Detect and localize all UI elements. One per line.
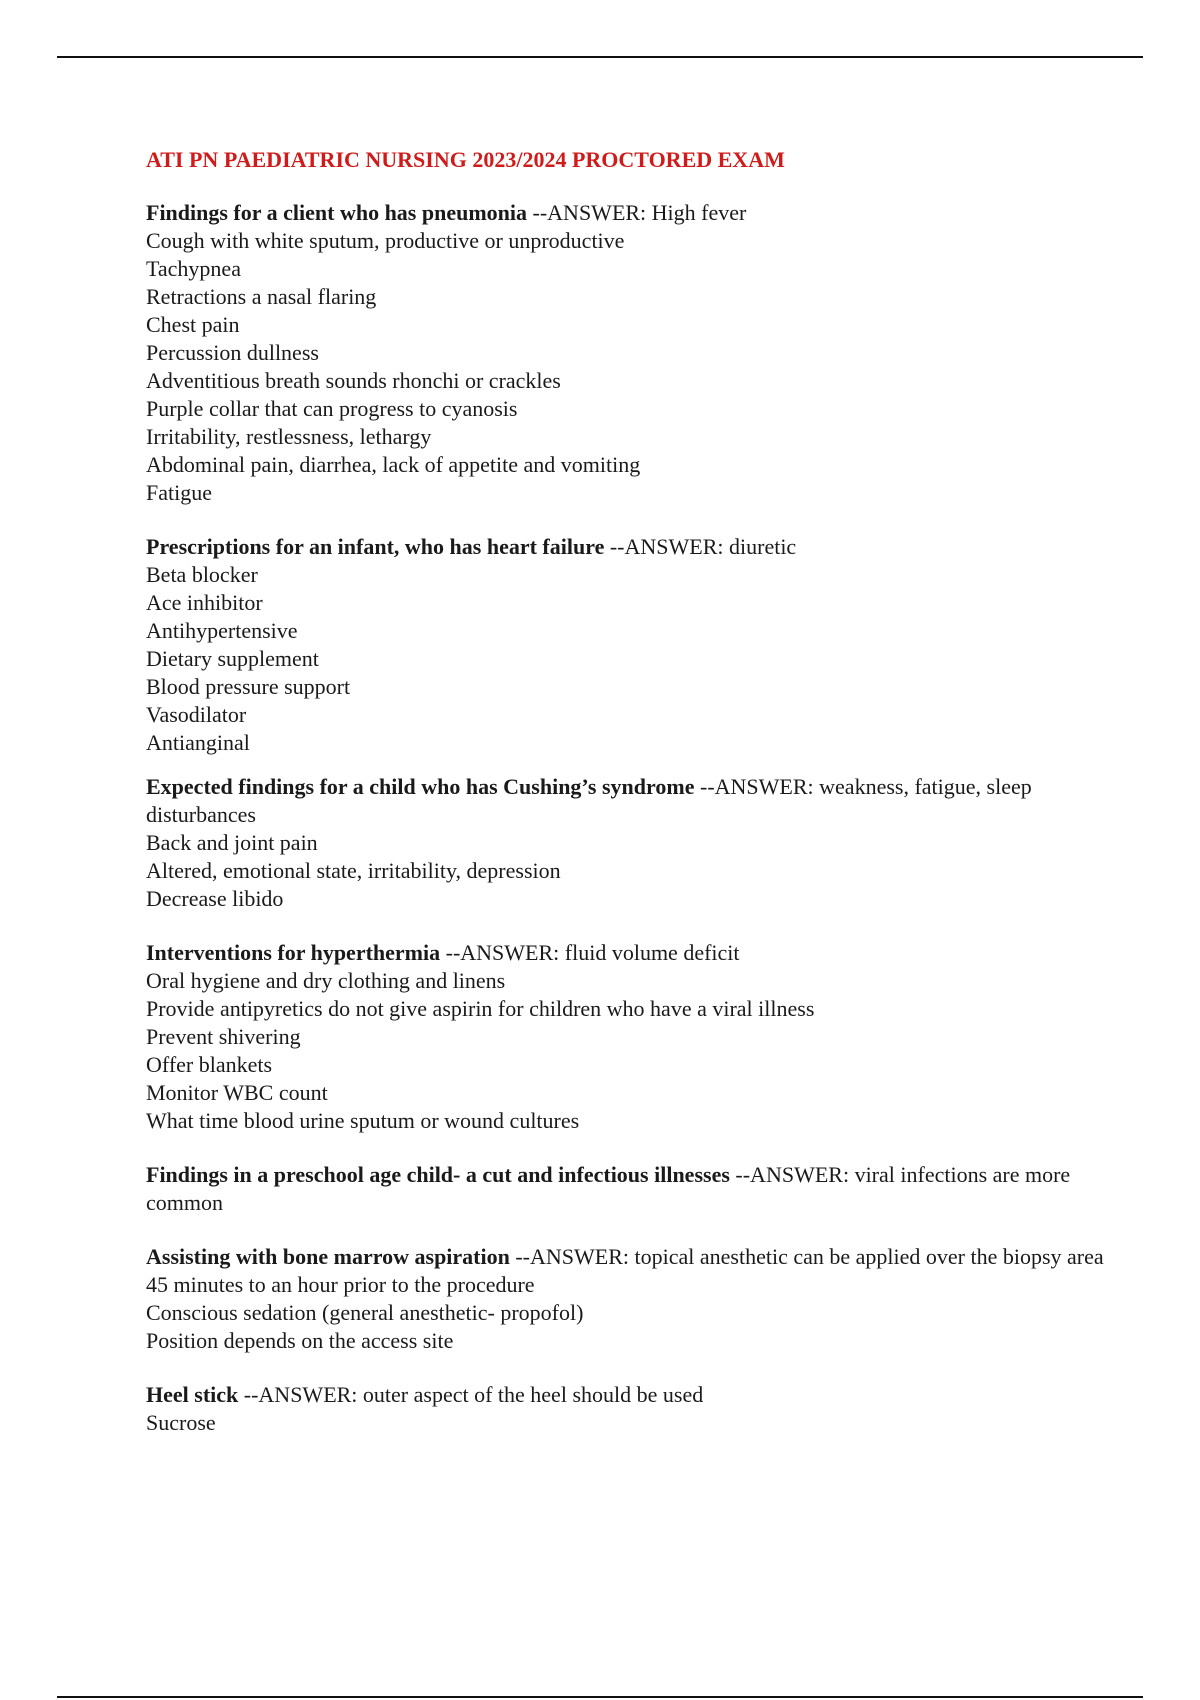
answer-text: viral infections are more common	[146, 1162, 1071, 1215]
answer-line: Adventitious breath sounds rhonchi or crackles	[146, 368, 561, 393]
answer-line: Sucrose	[146, 1410, 216, 1435]
bottom-rule	[57, 1696, 1143, 1698]
answer-marker: --ANSWER:	[515, 1244, 630, 1269]
answer-line: Tachypnea	[146, 256, 241, 281]
answer-text: fluid volume deficit	[564, 940, 740, 965]
answer-line: Chest pain	[146, 312, 240, 337]
answer-text: outer aspect of the heel should be used	[362, 1382, 704, 1407]
answer-marker: --ANSWER:	[609, 534, 724, 559]
answer-line: Dietary supplement	[146, 646, 319, 671]
answer-line: Decrease libido	[146, 886, 284, 911]
qa-question	[146, 939, 1106, 967]
answer-text: topical anesthetic can be applied over the biopsy area 45 minutes to an hour prior to the procedure	[146, 1244, 1104, 1297]
question-term: Prescriptions for an infant, who has heart failure	[146, 534, 605, 559]
document-title: ATI PN PAEDIATRIC NURSING 2023/2024 PROCTORED EXAM	[146, 147, 785, 172]
answer-marker: --ANSWER:	[700, 774, 814, 799]
answer-line: Offer blankets	[146, 1052, 273, 1077]
answer-line: Purple collar that can progress to cyanosis	[146, 396, 518, 421]
answer-marker: --ANSWER:	[243, 1382, 358, 1407]
qa-entry-heel-stick	[146, 1381, 1106, 1437]
qa-entry-cushings	[146, 773, 1106, 913]
qa-question	[146, 199, 1106, 227]
answer-line: Conscious sedation (general anesthetic- propofol)	[146, 1300, 584, 1325]
answer-line: Vasodilator	[146, 702, 247, 727]
answer-line: Retractions a nasal flaring	[146, 284, 377, 309]
qa-entry-hyperthermia	[146, 939, 1106, 1135]
answer-line: Provide antipyretics do not give aspirin for children who have a viral illness	[146, 996, 815, 1021]
answer-line: Monitor WBC count	[146, 1080, 328, 1105]
answer-line: Prevent shivering	[146, 1024, 301, 1049]
answer-marker: --ANSWER:	[445, 940, 560, 965]
question-term: Heel stick	[146, 1382, 239, 1407]
qa-question	[146, 1161, 1106, 1217]
document-body	[146, 146, 1106, 1437]
answer-line: Percussion dullness	[146, 340, 319, 365]
qa-question	[146, 533, 1106, 561]
qa-question	[146, 773, 1106, 829]
question-term: Findings in a preschool age child- a cut and infectious illnesses	[146, 1162, 730, 1187]
qa-entry-preschool-illness	[146, 1161, 1106, 1217]
answer-text: weakness, fatigue, sleep disturbances	[146, 774, 1032, 827]
answer-line: Back and joint pain	[146, 830, 318, 855]
question-term: Assisting with bone marrow aspiration	[146, 1244, 510, 1269]
answer-line: Irritability, restlessness, lethargy	[146, 424, 432, 449]
qa-question	[146, 1381, 1106, 1409]
answer-line: Antihypertensive	[146, 618, 298, 643]
answer-text: High fever	[651, 200, 747, 225]
question-term: Findings for a client who has pneumonia	[146, 200, 528, 225]
qa-entry-pneumonia	[146, 199, 1106, 507]
top-rule	[57, 56, 1143, 58]
answer-line: Abdominal pain, diarrhea, lack of appetite and vomiting	[146, 452, 641, 477]
answer-text: diuretic	[729, 534, 797, 559]
answer-line: Oral hygiene and dry clothing and linens	[146, 968, 506, 993]
answer-line: Antianginal	[146, 730, 250, 755]
answer-marker: --ANSWER:	[532, 200, 647, 225]
answer-line: Position depends on the access site	[146, 1328, 454, 1353]
answer-line: Blood pressure support	[146, 674, 351, 699]
qa-entry-heart-failure	[146, 533, 1106, 757]
answer-line: Ace inhibitor	[146, 590, 263, 615]
answer-line: Cough with white sputum, productive or unproductive	[146, 228, 625, 253]
answer-line: Fatigue	[146, 480, 212, 505]
qa-entry-bone-marrow	[146, 1243, 1106, 1355]
answer-line: What time blood urine sputum or wound cultures	[146, 1108, 580, 1133]
answer-line: Beta blocker	[146, 562, 258, 587]
qa-question	[146, 1243, 1106, 1299]
question-term: Interventions for hyperthermia	[146, 940, 441, 965]
answer-marker: --ANSWER:	[735, 1162, 850, 1187]
question-term: Expected findings for a child who has Cushing’s syndrome	[146, 774, 695, 799]
answer-line: Altered, emotional state, irritability, depression	[146, 858, 561, 883]
